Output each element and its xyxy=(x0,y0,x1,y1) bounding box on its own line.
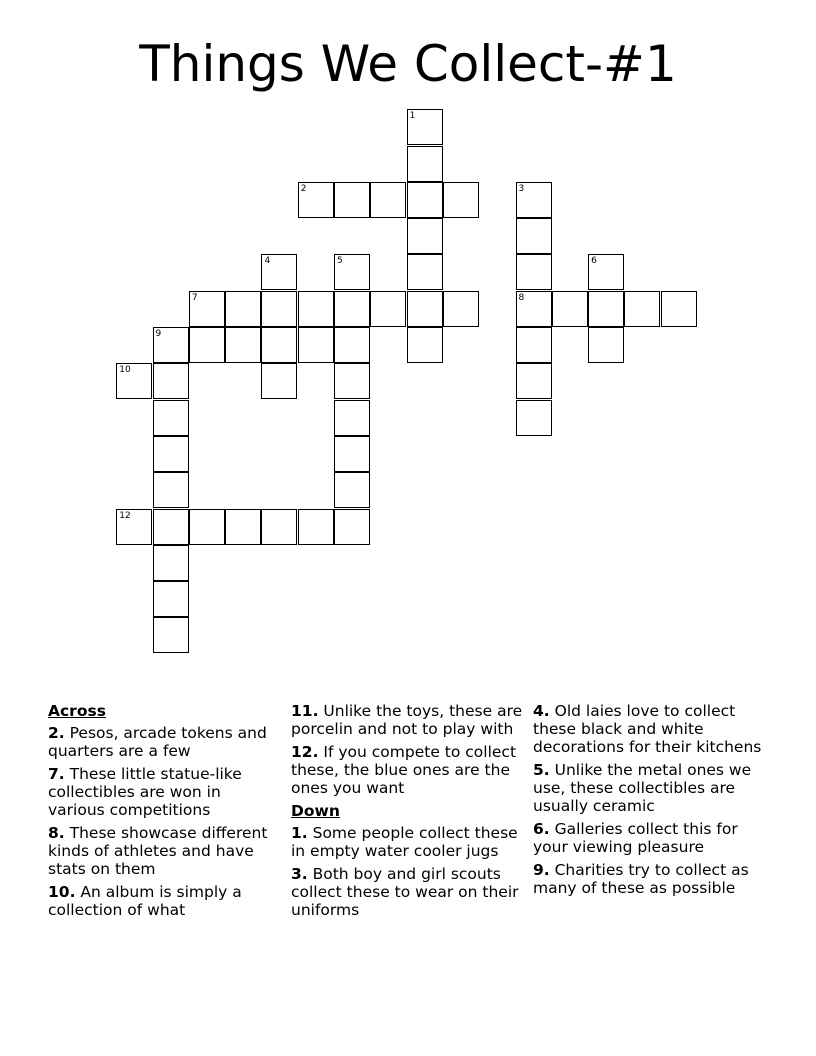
clue-item xyxy=(533,820,769,856)
grid-cell[interactable] xyxy=(189,291,225,327)
grid-cell[interactable] xyxy=(407,218,443,254)
clue-number: 12 xyxy=(119,510,131,521)
clue-number-label: 8. xyxy=(48,824,65,842)
grid-cell[interactable] xyxy=(153,581,189,617)
clue-text: Pesos, arcade tokens and quarters are a few xyxy=(48,724,267,760)
clue-number-label: 10. xyxy=(48,883,76,901)
grid-cell[interactable] xyxy=(153,436,189,472)
grid-cell[interactable] xyxy=(407,254,443,290)
grid-cell[interactable] xyxy=(261,509,297,545)
clue-number: 10 xyxy=(119,365,131,376)
grid-cell[interactable] xyxy=(225,291,261,327)
clue-number-label: 5. xyxy=(533,761,550,779)
down-clue-list-continued xyxy=(533,702,769,897)
clue-text: These little statue-like collectibles are won in various competitions xyxy=(48,765,242,819)
clue-column-1 xyxy=(48,702,276,924)
grid-cell[interactable] xyxy=(516,363,552,399)
clue-text: Unlike the metal ones we use, these collectibles are usually ceramic xyxy=(533,761,752,815)
clue-number: 8 xyxy=(518,292,525,303)
clue-number: 6 xyxy=(591,256,597,267)
clue-number-label: 1. xyxy=(291,824,308,842)
grid-cell[interactable] xyxy=(261,254,297,290)
grid-cell[interactable] xyxy=(334,291,370,327)
clue-text: If you compete to collect these, the blue ones are the ones you want xyxy=(291,743,517,797)
clue-item xyxy=(48,765,276,819)
grid-cell[interactable] xyxy=(153,400,189,436)
grid-cell[interactable] xyxy=(443,182,479,218)
grid-cell[interactable] xyxy=(334,472,370,508)
grid-cell[interactable] xyxy=(588,327,624,363)
clue-item xyxy=(533,761,769,815)
clue-number: 3 xyxy=(518,183,525,194)
down-heading: Down xyxy=(291,802,340,820)
clue-number-label: 2. xyxy=(48,724,65,742)
clue-number-label: 6. xyxy=(533,820,550,838)
clue-number-label: 9. xyxy=(533,861,550,879)
clue-item xyxy=(48,724,276,760)
clue-number: 5 xyxy=(337,256,343,267)
grid-cell[interactable] xyxy=(334,254,370,290)
clue-item xyxy=(48,883,276,919)
clue-text: Some people collect these in empty water cooler jugs xyxy=(291,824,518,860)
grid-cell[interactable] xyxy=(334,182,370,218)
grid-cell[interactable] xyxy=(370,291,406,327)
grid-cell[interactable] xyxy=(516,400,552,436)
clue-text: Old laies love to collect these black and white decorations for their kitchens xyxy=(533,702,762,756)
clue-number: 9 xyxy=(155,329,162,340)
grid-cell[interactable] xyxy=(261,363,297,399)
clue-text: Both boy and girl scouts collect these to wear on their uniforms xyxy=(291,865,519,919)
clue-number-label: 3. xyxy=(291,865,308,883)
across-clue-list-continued xyxy=(291,702,527,797)
grid-cell[interactable] xyxy=(370,182,406,218)
puzzle-title: Things We Collect-#1 xyxy=(139,35,677,93)
grid-cell[interactable] xyxy=(407,327,443,363)
grid-cell[interactable] xyxy=(334,327,370,363)
clue-text: Unlike the toys, these are porcelin and not to play with xyxy=(291,702,523,738)
grid-cell[interactable] xyxy=(661,291,697,327)
clue-item xyxy=(291,702,527,738)
clue-text: Galleries collect this for your viewing pleasure xyxy=(533,820,738,856)
clue-number-label: 7. xyxy=(48,765,65,783)
grid-cell[interactable] xyxy=(153,363,189,399)
grid-cell[interactable] xyxy=(261,327,297,363)
clue-item xyxy=(533,702,769,756)
grid-cell[interactable] xyxy=(153,545,189,581)
grid-cell[interactable] xyxy=(225,327,261,363)
grid-cell[interactable] xyxy=(516,291,552,327)
grid-cell[interactable] xyxy=(298,327,334,363)
clue-number-label: 12. xyxy=(291,743,319,761)
grid-cell[interactable] xyxy=(153,327,189,363)
clue-item xyxy=(291,865,527,919)
clue-text: Charities try to collect as many of these as possible xyxy=(533,861,749,897)
grid-cell[interactable] xyxy=(334,436,370,472)
grid-cell[interactable] xyxy=(407,109,443,145)
clue-number: 1 xyxy=(409,111,416,122)
clue-column-3 xyxy=(533,702,769,902)
clue-item xyxy=(48,824,276,878)
grid-cell[interactable] xyxy=(588,291,624,327)
grid-cell[interactable] xyxy=(116,509,152,545)
clue-number-label: 4. xyxy=(533,702,550,720)
grid-cell[interactable] xyxy=(153,617,189,653)
grid-cell[interactable] xyxy=(116,363,152,399)
down-clue-list xyxy=(291,824,527,919)
grid-cell[interactable] xyxy=(153,472,189,508)
grid-cell[interactable] xyxy=(552,291,588,327)
clue-text: An album is simply a collection of what xyxy=(48,883,242,919)
clue-text: These showcase different kinds of athletes and have stats on them xyxy=(48,824,268,878)
grid-cell[interactable] xyxy=(407,146,443,182)
across-clue-list xyxy=(48,724,276,919)
grid-cell[interactable] xyxy=(516,327,552,363)
grid-cell[interactable] xyxy=(298,182,334,218)
clue-item xyxy=(291,743,527,797)
clue-item xyxy=(533,861,769,897)
clue-number: 2 xyxy=(300,183,307,194)
clue-item xyxy=(291,824,527,860)
grid-cell[interactable] xyxy=(334,400,370,436)
grid-cell[interactable] xyxy=(189,509,225,545)
grid-cell[interactable] xyxy=(334,509,370,545)
across-heading: Across xyxy=(48,702,106,720)
grid-cell[interactable] xyxy=(334,363,370,399)
grid-cell[interactable] xyxy=(225,509,261,545)
grid-cell[interactable] xyxy=(588,254,624,290)
grid-cell[interactable] xyxy=(443,291,479,327)
grid-cell[interactable] xyxy=(298,509,334,545)
grid-cell[interactable] xyxy=(407,291,443,327)
grid-cell[interactable] xyxy=(261,291,297,327)
grid-cell[interactable] xyxy=(624,291,660,327)
grid-cell[interactable] xyxy=(516,254,552,290)
grid-cell[interactable] xyxy=(516,182,552,218)
grid-cell[interactable] xyxy=(516,218,552,254)
grid-cell[interactable] xyxy=(298,291,334,327)
grid-cell[interactable] xyxy=(189,327,225,363)
grid-cell[interactable] xyxy=(407,182,443,218)
clue-number: 4 xyxy=(264,256,271,267)
clue-number-label: 11. xyxy=(291,702,319,720)
clue-column-2 xyxy=(291,702,527,924)
grid-cell[interactable] xyxy=(153,509,189,545)
clue-number: 7 xyxy=(191,292,198,303)
